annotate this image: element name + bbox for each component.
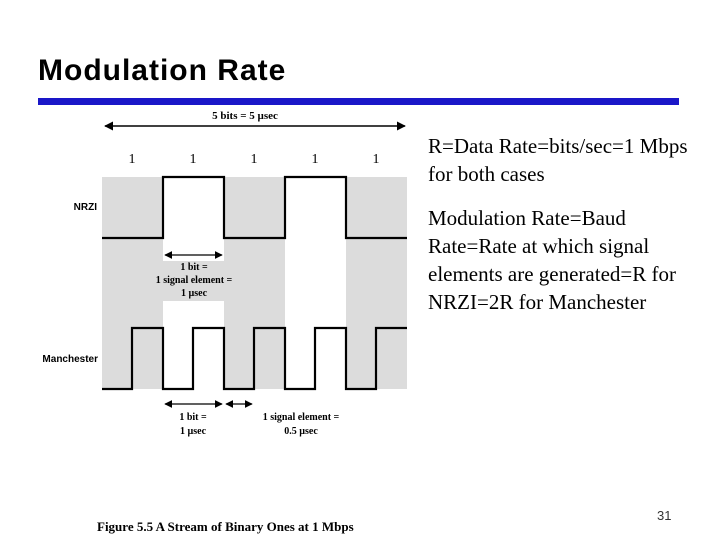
span-label: 5 bits = 5 µsec [212,110,278,122]
nrzi-annotation-line-3: 1 µsec [180,288,208,299]
manchester-bit-line-2: 1 µsec [179,426,207,437]
bullet-modulation-rate: Modulation Rate=Baud Rate=Rate at which signal elements are generated=R for NRZI=2R for Manchester [428,206,676,314]
bullet-data-rate: R=Data Rate=bits/sec=1 Mbps for both cases [428,134,688,186]
bit-label: 1 [128,152,136,167]
figure-caption: Figure 5.5 A Stream of Binary Ones at 1 Mbps [97,519,354,534]
manchester-signal-line-1: 1 signal element = [262,412,340,423]
manchester-signal-line-2: 0.5 µsec [284,426,318,437]
nrzi-annotation-line-1: 1 bit = [180,262,208,273]
slide-title: Modulation Rate [38,54,287,87]
slide-body [428,132,713,332]
bit-label: 1 [189,152,197,167]
nrzi-annotation-line-2: 1 signal element = [155,275,233,286]
bit-label: 1 [372,152,380,167]
page-number: 31 [657,508,672,523]
nrzi-label: NRZI [73,202,97,213]
bit-label: 1 [250,152,258,167]
bit-label: 1 [311,152,319,167]
manchester-label: Manchester [42,354,98,365]
manchester-bit-line-1: 1 bit = [179,412,207,423]
